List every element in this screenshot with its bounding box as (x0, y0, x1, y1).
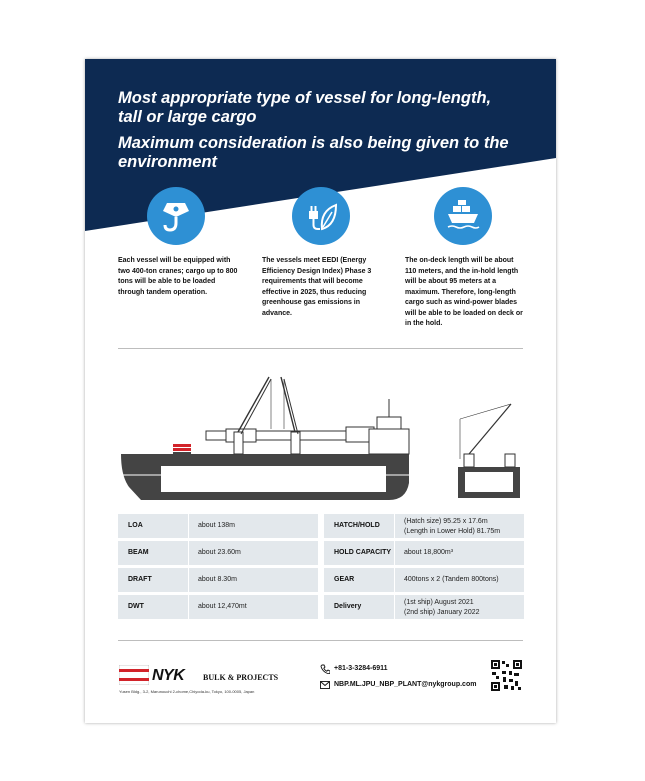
spec-value: about 8.30m (198, 576, 237, 583)
feature-length-text: The on-deck length will be about 110 meters, and the in-hold length will be about 95 meters at a maximum. Therefore, long-length cargo such as wind-power blades will be able to be loaded on deck or in the hold. (405, 257, 523, 327)
mail-icon (320, 681, 330, 689)
spec-row (118, 568, 318, 592)
spec-row (324, 568, 524, 592)
company-address: Yusen Bldg., 3-2, Marunouchi 2-chome,Chiyoda-ku, Tokyo, 100-0005, Japan (119, 689, 255, 694)
spec-row (118, 541, 318, 565)
spec-row (324, 595, 524, 619)
brand-subtitle: BULK & PROJECTS (203, 673, 279, 682)
footer (85, 655, 556, 723)
spec-value-line: (1st ship) August 2021 (404, 599, 474, 606)
spec-label: HATCH/HOLD (334, 522, 380, 529)
email-address[interactable]: NBP.ML.JPU_NBP_PLANT@nykgroup.com (334, 681, 477, 688)
phone-icon (320, 664, 330, 674)
feature-cranes-text: Each vessel will be equipped with two 400-ton cranes; cargo up to 800 tons will be able to be loaded through tandem operation. (118, 257, 238, 296)
spec-row (324, 541, 524, 565)
phone-number[interactable]: +81-3-3284-6911 (334, 665, 388, 672)
spec-value: about 12,470mt (198, 603, 247, 610)
spec-value: about 18,800m³ (404, 549, 454, 556)
vessel-profile-drawing (121, 359, 521, 504)
nyk-flag-logo-icon (119, 665, 149, 685)
brand-name: NYK (152, 667, 185, 684)
headline-primary: Most appropriate type of vessel for long-length, tall or large cargo (118, 89, 492, 126)
divider-top (118, 348, 523, 349)
spec-value (404, 598, 480, 618)
spec-label: DRAFT (128, 576, 152, 583)
spec-row (118, 595, 318, 619)
spec-value-line: (Length in Lower Hold) 81.75m (404, 528, 501, 535)
spec-label: BEAM (128, 549, 149, 556)
crane-hook-icon (147, 187, 205, 245)
feature-eedi-text: The vessels meet EEDI (Energy Efficiency Design Index) Phase 3 requirements that will become effective in 2025, thus reducing greenhouse gas emissions in advance. (262, 257, 372, 317)
spec-value-line: (Hatch size) 95.25 x 17.6m (404, 518, 488, 525)
brochure-page (85, 59, 556, 723)
cargo-ship-icon (434, 187, 492, 245)
spec-label: GEAR (334, 576, 355, 583)
headline-secondary: Maximum consideration is also being given to the environment (118, 134, 509, 171)
spec-value: about 138m (198, 522, 235, 529)
eco-plug-icon (292, 187, 350, 245)
spec-table-right (324, 514, 524, 622)
spec-value: 400tons x 2 (Tandem 800tons) (404, 576, 499, 583)
spec-label: Delivery (334, 603, 362, 610)
spec-label: LOA (128, 522, 143, 529)
spec-value (404, 517, 500, 537)
spec-row (118, 514, 318, 538)
qr-code-icon[interactable] (490, 659, 523, 692)
spec-value-line: (2nd ship) January 2022 (404, 609, 480, 616)
spec-value: about 23.60m (198, 549, 241, 556)
spec-label: HOLD CAPACITY (334, 549, 392, 556)
spec-row (324, 514, 524, 538)
spec-table-left (118, 514, 318, 622)
divider-bottom (118, 640, 523, 641)
spec-label: DWT (128, 603, 144, 610)
